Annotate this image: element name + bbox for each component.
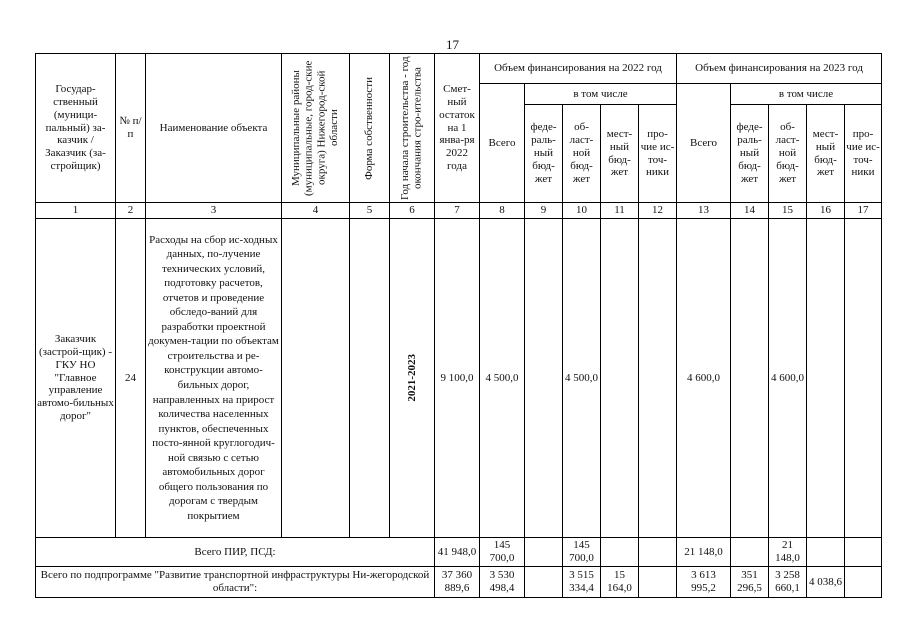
column-numbers-row	[36, 203, 882, 219]
totals-pir-2023-regional: 21 148,0	[769, 538, 807, 567]
row-ownership	[350, 219, 390, 538]
row-2023-federal	[731, 219, 769, 538]
column-number: 16	[807, 203, 845, 219]
header-2022-total: Всего	[480, 84, 525, 203]
totals-pir-2022-local	[601, 538, 639, 567]
totals-pir-2022-federal	[525, 538, 563, 567]
row-remainder: 9 100,0	[435, 219, 480, 538]
row-2022-local	[601, 219, 639, 538]
header-num: № п/п	[116, 54, 146, 203]
header-customer: Государ-ственный (муници-пальный) за-казчик / Заказчик (за-стройщик)	[36, 54, 116, 203]
header-2023-federal: феде-раль-ный бюд-жет	[731, 105, 769, 203]
row-2022-federal	[525, 219, 563, 538]
header-years: Год начала строительства - год окончания стро-ительства	[390, 54, 435, 203]
row-2023-other	[845, 219, 882, 538]
column-number: 13	[677, 203, 731, 219]
column-number: 2	[116, 203, 146, 219]
header-2022-local: мест-ный бюд-жет	[601, 105, 639, 203]
totals-pir-2022-regional: 145 700,0	[563, 538, 601, 567]
row-2023-local	[807, 219, 845, 538]
row-2023-regional: 4 600,0	[769, 219, 807, 538]
header-2023-other: про-чие ис-точ-ники	[845, 105, 882, 203]
totals-sub-2023-federal: 351 296,5	[731, 567, 769, 598]
header-2023-regional: об-ласт-ной бюд-жет	[769, 105, 807, 203]
header-2022-federal: феде-раль-ный бюд-жет	[525, 105, 563, 203]
row-districts	[282, 219, 350, 538]
column-number: 17	[845, 203, 882, 219]
totals-pir-2023-federal	[731, 538, 769, 567]
totals-subprogram-row	[36, 567, 882, 598]
totals-sub-2023-regional: 3 258 660,1	[769, 567, 807, 598]
header-fin-2023: Объем финансирования на 2023 год	[677, 54, 882, 84]
row-2023-total: 4 600,0	[677, 219, 731, 538]
header-2023-incl: в том числе	[731, 84, 882, 105]
header-2022-other: про-чие ис-точ-ники	[639, 105, 677, 203]
totals-pir-2023-total: 21 148,0	[677, 538, 731, 567]
row-2022-regional: 4 500,0	[563, 219, 601, 538]
totals-sub-2023-local: 4 038,6	[807, 567, 845, 598]
header-2022-incl: в том числе	[525, 84, 677, 105]
header-2023-local: мест-ный бюд-жет	[807, 105, 845, 203]
column-number: 8	[480, 203, 525, 219]
totals-pir-2022-total: 145 700,0	[480, 538, 525, 567]
column-number: 1	[36, 203, 116, 219]
financing-table	[35, 53, 882, 598]
row-object-name: Расходы на сбор ис-ходных данных, по-лучение технических условий, подготовку расчетов, отчетов и проведение обследо-ваний для разработки проектной докумен-тации по объектам строительства и ре-конструкции автомо-бильных дорог, направленных на прирост количества населенных пунктов, обеспеченных посто-янной круглогодич-ной связью с сетью автомобильных дорог общего пользования по дорогам с твердым покрытием	[146, 219, 282, 538]
row-num: 24	[116, 219, 146, 538]
column-number: 3	[146, 203, 282, 219]
totals-sub-2022-regional: 3 515 334,4	[563, 567, 601, 598]
row-2022-other	[639, 219, 677, 538]
totals-sub-2023-other	[845, 567, 882, 598]
header-remainder: Смет-ный остаток на 1 янва-ря 2022 года	[435, 54, 480, 203]
column-number: 6	[390, 203, 435, 219]
totals-sub-2022-federal	[525, 567, 563, 598]
totals-pir-row	[36, 538, 882, 567]
totals-sub-label: Всего по подпрограмме "Развитие транспортной инфраструктуры Ни-жегородской области":	[36, 567, 435, 598]
totals-pir-2023-other	[845, 538, 882, 567]
row-2022-total: 4 500,0	[480, 219, 525, 538]
totals-sub-2022-other	[639, 567, 677, 598]
column-number: 11	[601, 203, 639, 219]
totals-pir-remainder: 41 948,0	[435, 538, 480, 567]
column-number: 7	[435, 203, 480, 219]
column-number: 14	[731, 203, 769, 219]
table-row	[36, 219, 882, 538]
column-number: 5	[350, 203, 390, 219]
totals-sub-2023-total: 3 613 995,2	[677, 567, 731, 598]
header-object-name: Наименование объекта	[146, 54, 282, 203]
header-fin-2022: Объем финансирования на 2022 год	[480, 54, 677, 84]
row-customer: Заказчик (застрой-щик) - ГКУ НО "Главное управление автомо-бильных дорог"	[36, 219, 116, 538]
column-number: 10	[563, 203, 601, 219]
totals-pir-2023-local	[807, 538, 845, 567]
totals-sub-remainder: 37 360 889,6	[435, 567, 480, 598]
header-districts: Муниципальные районы (муниципальные, город-ские округа) Нижегород-ской области	[282, 54, 350, 203]
totals-sub-2022-total: 3 530 498,4	[480, 567, 525, 598]
totals-sub-2022-local: 15 164,0	[601, 567, 639, 598]
column-number: 12	[639, 203, 677, 219]
column-number: 15	[769, 203, 807, 219]
totals-pir-2022-other	[639, 538, 677, 567]
header-2022-regional: об-ласт-ной бюд-жет	[563, 105, 601, 203]
page-number: 17	[446, 37, 459, 52]
column-number: 4	[282, 203, 350, 219]
column-number: 9	[525, 203, 563, 219]
header-2023-total: Всего	[677, 84, 731, 203]
row-years: 2021-2023	[390, 219, 435, 538]
header-ownership: Форма собственности	[350, 54, 390, 203]
totals-pir-label: Всего ПИР, ПСД:	[36, 538, 435, 567]
